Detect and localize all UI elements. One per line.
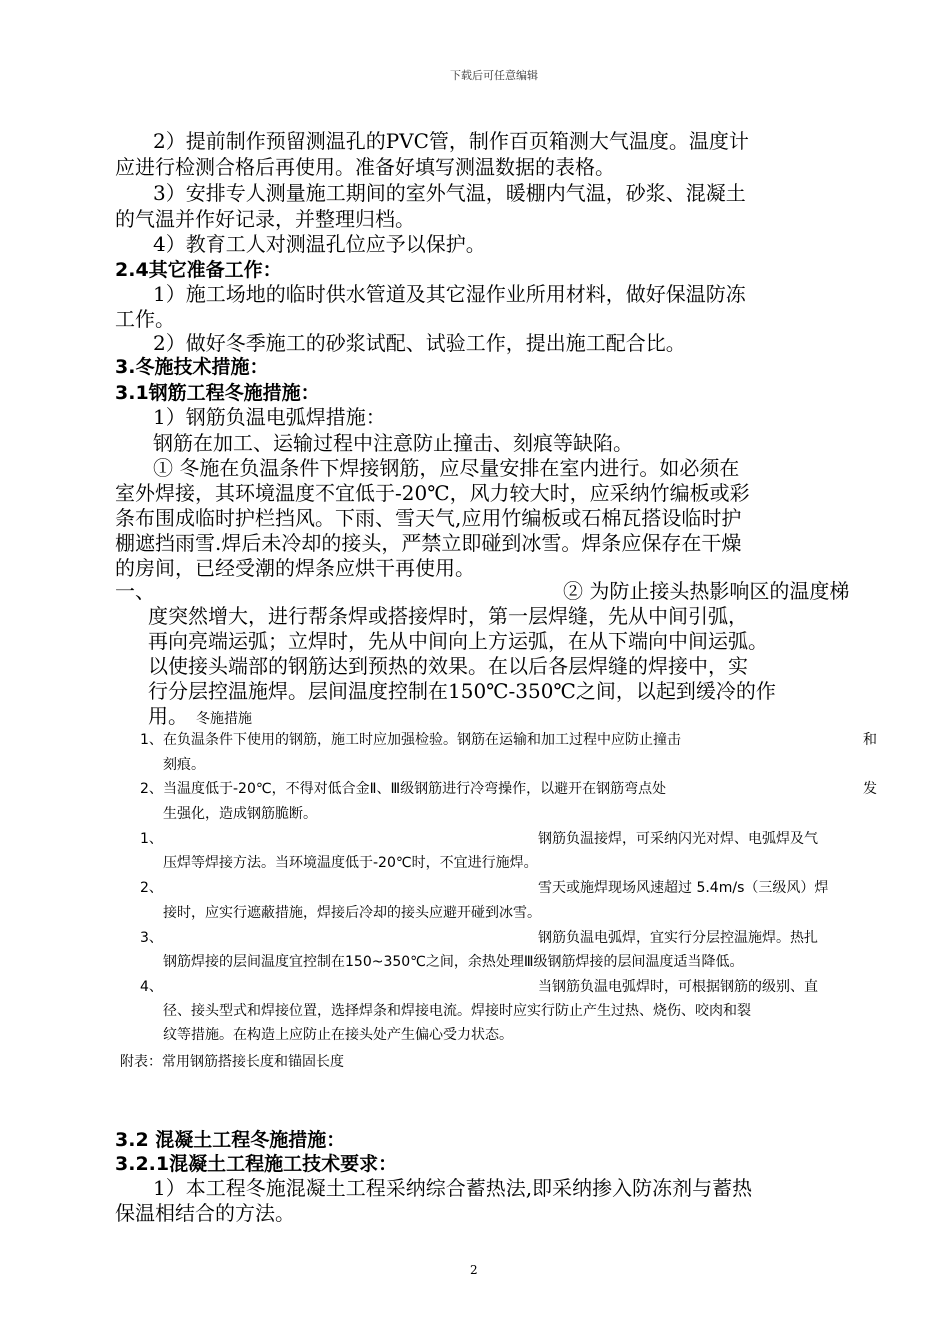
body-line: 3）安排专人测量施工期间的室外气温，暖棚内气温，砂浆、混凝土 [153,181,746,205]
list-item-cont: 刻痕。 [163,757,205,773]
body-line: 再向亮端运弧；立焊时，先从中间向上方运弧，在从下端向中间运弧。 [148,629,768,653]
body-line: 工作。 [115,307,175,331]
body-line: 1）本工程冬施混凝土工程采纳综合蓄热法,即采纳掺入防冻剂与蓄热 [153,1176,753,1200]
list-number: 1、 [140,831,163,847]
body-line: 2）做好冬季施工的砂浆试配、试验工作，提出施工配合比。 [153,331,686,355]
body-line: 度突然增大，进行帮条焊或搭接焊时，第一层焊缝，先从中间引弧， [148,604,748,628]
list-number: 3、 [140,930,163,946]
list-number: 一、 [115,579,155,603]
body-line: 钢筋在加工、运输过程中注意防止撞击、刻痕等缺陷。 [153,431,633,455]
list-item-cont: 接时，应实行遮蔽措施，焊接后冷却的接头应避开碰到冰雪。 [163,905,541,921]
section-heading: 2.4其它准备工作： [115,259,282,281]
list-item: 钢筋负温电弧焊，宜实行分层控温施焊。热扎 [538,930,818,946]
body-line: 用。 [148,704,188,728]
body-line: 2）提前制作预留测温孔的PVC管，制作百页箱测大气温度。温度计 [153,129,749,153]
body-line: 保温相结合的方法。 [115,1201,295,1225]
list-item: 钢筋负温接焊，可采纳闪光对焊、电弧焊及气 [538,831,818,847]
body-line: 室外焊接，其环境温度不宜低于-20℃，风力较大时，应采纳竹编板或彩 [115,481,750,505]
inline-heading: 冬施措施 [196,711,252,727]
section-heading: 3.2 混凝土工程冬施措施： [115,1129,346,1151]
body-line: 4）教育工人对测温孔位应予以保护。 [153,232,486,256]
list-item: 雪天或施焊现场风速超过 5.4m/s（三级风）焊 [538,880,829,896]
list-number: 1、 [140,732,163,748]
body-line: 的房间，已经受潮的焊条应烘干再使用。 [115,556,475,580]
body-line: ① 冬施在负温条件下焊接钢筋，应尽量安排在室内进行。如必须在 [153,456,740,480]
body-line: ② 为防止接头热影响区的温度梯 [563,579,850,603]
list-number: 2、 [140,781,163,797]
body-line: 条布围成临时护栏挡风。下雨、雪天气,应用竹编板或石棉瓦搭设临时护 [115,506,742,530]
appendix-note: 附表：常用钢筋搭接长度和锚固长度 [120,1054,344,1070]
list-item: 当温度低于-20℃，不得对低合金Ⅱ、Ⅲ级钢筋进行冷弯操作，以避开在钢筋弯点处 [163,781,667,797]
page-number: 2 [470,1263,478,1277]
section-heading: 3.冬施技术措施： [115,356,269,378]
list-item-cont: 纹等措施。在构造上应防止在接头处产生偏心受力状态。 [163,1027,513,1043]
body-line: 1）钢筋负温电弧焊措施： [153,405,386,429]
list-item-cont: 压焊等焊接方法。当环境温度低于-20℃时，不宜进行施焊。 [163,855,538,871]
list-item-tail: 和 [863,732,877,748]
section-heading: 3.2.1混凝土工程施工技术要求： [115,1153,398,1175]
body-line: 的气温并作好记录，并整理归档。 [115,207,415,231]
body-line: 以使接头端部的钢筋达到预热的效果。在以后各层焊缝的焊接中，实 [148,654,748,678]
body-line: 应进行检测合格后再使用。准备好填写测温数据的表格。 [115,155,615,179]
list-item: 当钢筋负温电弧焊时，可根据钢筋的级别、直 [538,979,818,995]
list-item: 在负温条件下使用的钢筋，施工时应加强检验。钢筋在运输和加工过程中应防止撞击 [163,732,681,748]
list-number: 4、 [140,979,163,995]
page-header: 下载后可任意编辑 [450,69,538,82]
list-item-cont: 径、接头型式和焊接位置，选择焊条和焊接电流。焊接时应实行防止产生过热、烧伤、咬肉和裂 [163,1003,751,1019]
list-item-cont: 钢筋焊接的层间温度宜控制在150~350℃之间，余热处理Ⅲ级钢筋焊接的层间温度适当降低。 [163,954,744,970]
section-heading: 3.1钢筋工程冬施措施： [115,382,320,404]
list-item-cont: 生强化，造成钢筋脆断。 [163,806,317,822]
body-line: 1）施工场地的临时供水管道及其它湿作业所用材料，做好保温防冻 [153,282,746,306]
list-number: 2、 [140,880,163,896]
body-line: 行分层控温施焊。层间温度控制在150℃-350℃之间，以起到缓冷的作 [148,679,776,703]
list-item-tail: 发 [863,781,877,797]
body-line: 棚遮挡雨雪.焊后未冷却的接头，严禁立即碰到冰雪。焊条应保存在干燥 [115,531,742,555]
